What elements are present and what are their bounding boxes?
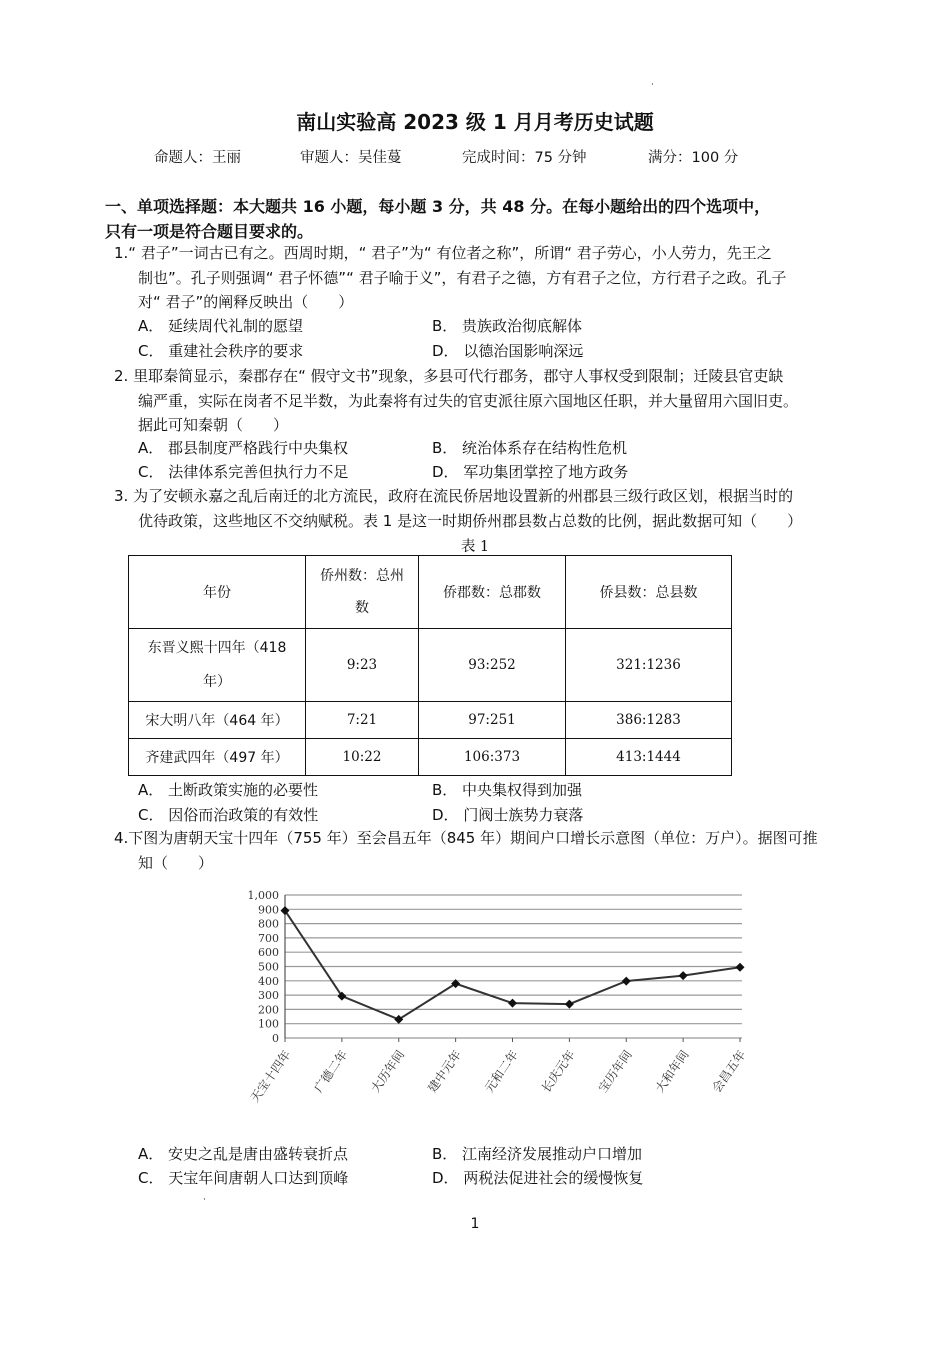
- section-heading: [105, 194, 865, 244]
- cell-year-line: 东晋义熙十四年（418: [147, 640, 287, 656]
- x-tick-label: 宝历年间: [595, 1047, 635, 1096]
- data-point: [508, 999, 517, 1008]
- header-zhou: [306, 556, 419, 629]
- question-line: 4.下图为唐朝天宝十四年（755 年）至会昌五年（845 年）期间户口增长示意图（单位：万户）。据图可推: [114, 829, 818, 847]
- data-point: [679, 971, 688, 980]
- question-line: 优待政策，这些地区不交纳赋税。表 1 是这一时期侨州郡县数占总数的比例，据此数据可知（ ）: [138, 511, 803, 530]
- question-line: 对“ 君子”的阐释反映出（ ）: [138, 293, 354, 311]
- chart-grid: [285, 895, 742, 1042]
- cell-jun: 97:251: [419, 702, 566, 739]
- header-xian: 侨县数：总县数: [566, 556, 732, 629]
- cell-zhou: 10:22: [306, 739, 419, 776]
- q1-option-a: A． 延续周代礼制的愿望: [138, 317, 304, 335]
- question-line: 2. 里耶秦简显示，秦郡存在“ 假守文书”现象，多县可代行郡务，郡守人事权受到限制；迁陵县官吏缺: [114, 367, 784, 385]
- data-point: [736, 963, 745, 972]
- cell-xian: 386:1283: [566, 702, 732, 739]
- x-tick-label: 大历年间: [368, 1047, 408, 1096]
- data-point: [622, 977, 631, 986]
- table-row: [129, 739, 732, 776]
- y-tick-label: 1,000: [247, 889, 279, 902]
- y-tick-label: 0: [272, 1032, 279, 1045]
- author-label: 命题人：王丽: [154, 150, 241, 166]
- time-label: 完成时间：75 分钟: [462, 150, 587, 166]
- header-year: 年份: [129, 556, 306, 629]
- y-tick-label: 400: [258, 974, 279, 988]
- page-title: 南山实验高 2023 级 1 月月考历史试题: [296, 110, 654, 134]
- x-tick-label: 元和二年: [481, 1047, 521, 1096]
- question-line: 制也”。孔子则强调“ 君子怀德”“ 君子喻于义”，有君子之德，方有君子之位，方行君子之政。孔子: [138, 268, 787, 287]
- cell-zhou: 7:21: [306, 702, 419, 739]
- cell-year: [129, 629, 306, 702]
- table-header-row: [129, 556, 732, 629]
- score-label: 满分：100 分: [648, 150, 739, 166]
- y-tick-label: 700: [258, 931, 279, 945]
- cell-xian: 321:1236: [566, 629, 732, 702]
- table-row: [129, 629, 732, 702]
- q3-option-a: A． 土断政策实施的必要性: [138, 781, 319, 799]
- y-tick-label: 600: [258, 946, 279, 960]
- x-tick-label: 大和年间: [652, 1047, 692, 1096]
- x-tick-label: 会昌五年: [709, 1047, 749, 1096]
- q2-option-a: A． 郡县制度严格践行中央集权: [138, 439, 349, 457]
- q2-option-b: B． 统治体系存在结构性危机: [432, 439, 628, 457]
- q3-option-c: C． 因俗而治政策的有效性: [138, 806, 319, 824]
- table-caption: 表 1: [460, 539, 490, 555]
- cell-jun: 106:373: [419, 739, 566, 776]
- chart-y-ticks: [248, 889, 280, 1045]
- question-line: 据此可知秦朝（ ）: [138, 416, 289, 434]
- q4-option-c: C． 天宝年间唐朝人口达到顶峰: [138, 1169, 349, 1187]
- question-2: [114, 364, 864, 438]
- reviewer-label: 审题人：吴佳蔓: [300, 150, 402, 166]
- section-heading-line: 一、单项选择题：本大题共 16 小题，每小题 3 分，共 48 分。在每小题给出的四个选项中，: [105, 197, 771, 216]
- q2-option-d: D． 军功集团掌控了地方政务: [432, 463, 629, 481]
- x-tick-label: 天宝十四年: [247, 1047, 294, 1105]
- question-line: 3. 为了安顿永嘉之乱后南迁的北方流民，政府在流民侨居地设置新的州郡县三级行政区划，根据当时的: [114, 487, 794, 505]
- question-line: 1.“ 君子”一词古已有之。西周时期，“ 君子”为“ 有位者之称”，所谓“ 君子劳心，小人劳力，先王之: [114, 244, 772, 262]
- cell-year: 齐建武四年（497 年）: [129, 739, 306, 776]
- x-tick-label: 广德二年: [311, 1047, 351, 1096]
- chart-x-ticks: [247, 1047, 749, 1105]
- q2-option-c: C． 法律体系完善但执行力不足: [138, 463, 349, 481]
- cell-zhou: 9:23: [306, 629, 419, 702]
- header-zhou-line: 侨州数：总州: [320, 568, 404, 584]
- q3-option-d: D． 门阀士族势力衰落: [432, 806, 584, 824]
- question-3: [114, 484, 864, 533]
- x-tick-label: 建中元年: [425, 1047, 465, 1096]
- cell-year: 宋大明八年（464 年）: [129, 702, 306, 739]
- scan-dot-bottom: ·: [203, 1195, 206, 1205]
- scan-dot-top: ·: [651, 80, 654, 90]
- cell-xian: 413:1444: [566, 739, 732, 776]
- q1-option-d: D． 以德治国影响深远: [432, 342, 584, 360]
- x-tick-label: 长庆元年: [538, 1047, 578, 1096]
- table-row: [129, 702, 732, 739]
- y-tick-label: 100: [258, 1017, 279, 1031]
- y-tick-label: 300: [258, 989, 279, 1003]
- header-jun: 侨郡数：总郡数: [419, 556, 566, 629]
- q4-option-d: D． 两税法促进社会的缓慢恢复: [432, 1169, 644, 1187]
- q4-option-a: A． 安史之乱是唐由盛转衰折点: [138, 1145, 349, 1163]
- y-tick-label: 500: [258, 960, 279, 974]
- y-tick-label: 900: [258, 903, 279, 917]
- q1-option-b: B． 贵族政治彻底解体: [432, 317, 583, 335]
- section-heading-line: 只有一项是符合题目要求的。: [105, 222, 314, 241]
- question-line: 编严重，实际在岗者不足半数，为此秦将有过失的官吏派往原六国地区任职，并大量留用六国旧吏。: [138, 391, 799, 410]
- y-tick-label: 800: [258, 917, 279, 931]
- data-table: [128, 555, 732, 776]
- page-number: 1: [470, 1216, 480, 1232]
- q4-option-b: B． 江南经济发展推动户口增加: [432, 1145, 643, 1163]
- data-point: [565, 1000, 574, 1009]
- line-chart: [0, 870, 950, 1120]
- y-tick-label: 200: [258, 1003, 279, 1017]
- cell-jun: 93:252: [419, 629, 566, 702]
- q1-option-c: C． 重建社会秩序的要求: [138, 342, 304, 360]
- q3-option-b: B． 中央集权得到加强: [432, 781, 583, 799]
- cell-year-line: 年）: [203, 674, 231, 690]
- question-1: [114, 241, 864, 315]
- question-line: 知（ ）: [138, 853, 214, 872]
- question-4: [114, 826, 864, 875]
- header-zhou-line: 数: [355, 600, 369, 616]
